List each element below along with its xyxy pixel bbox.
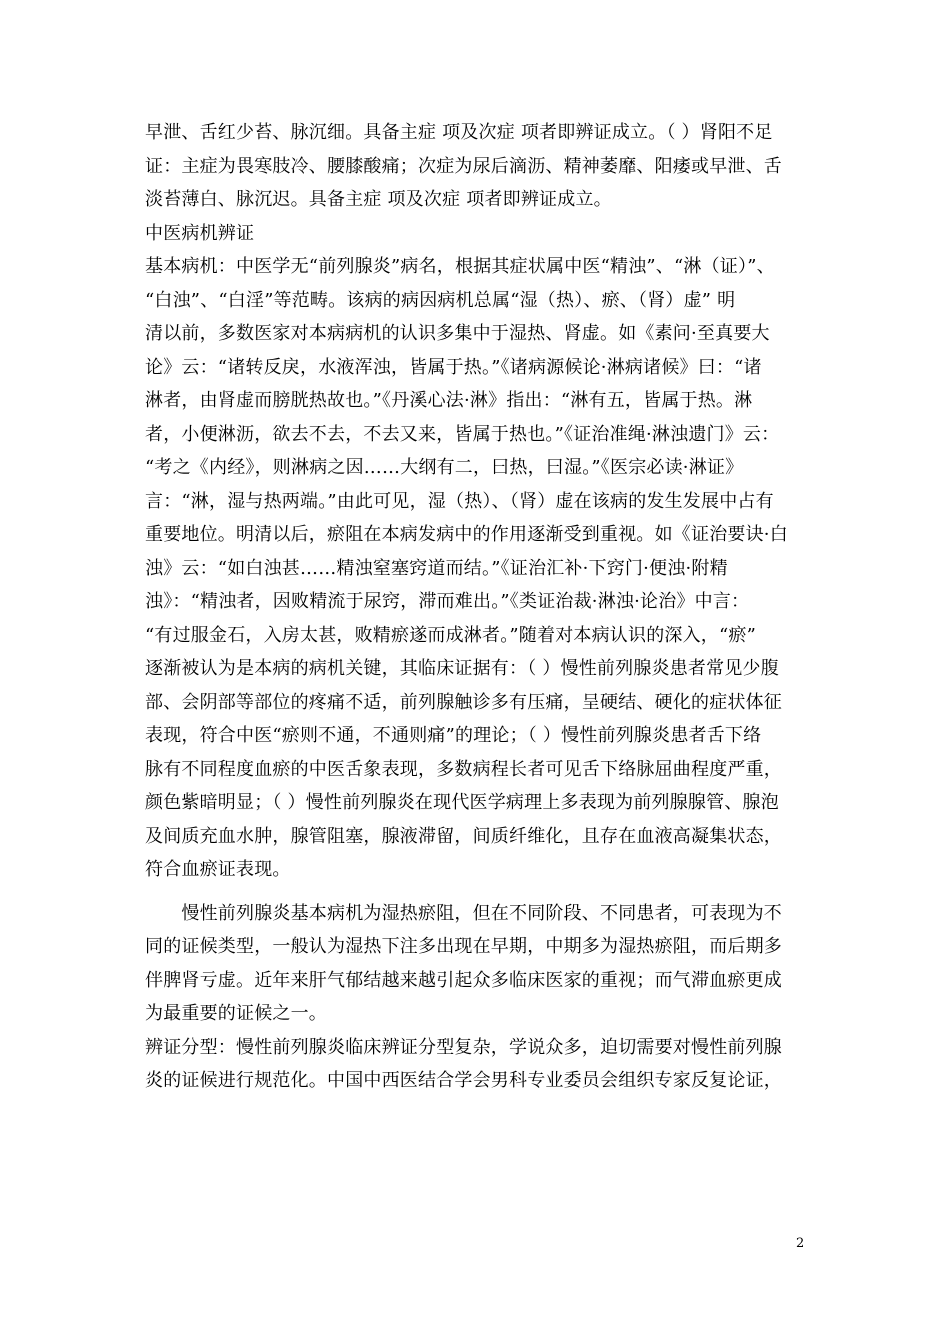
text-line: 证：主症为畏寒肢冷、腰膝酸痛；次症为尿后滴沥、精神萎靡、阳痿或早泄、舌 <box>145 155 782 177</box>
section-heading <box>145 217 815 251</box>
text-line: 辨证分型：慢性前列腺炎临床辨证分型复杂，学说众多，迫切需要对慢性前列腺 <box>145 1036 782 1058</box>
text-line: “有过服金石，入房太甚，败精瘀遂而成淋者。”随着对本病认识的深入，“瘀” <box>145 624 757 646</box>
text-line: 同的证候类型，一般认为湿热下注多出现在早期，中期多为湿热瘀阻，而后期多 <box>145 936 782 957</box>
paragraph-syndrome-types <box>145 897 815 1031</box>
paragraph-spacer <box>145 887 815 897</box>
paragraph-differentiation <box>145 1031 815 1098</box>
text-line: 淋者，由肾虚而膀胱热故也。”《丹溪心法·淋》指出：“淋有五，皆属于热。淋 <box>145 390 753 411</box>
text-line: 重要地位。明清以后，瘀阻在本病发病中的作用逐渐受到重视。如《证治要诀·白 <box>145 524 788 545</box>
text-line: “考之《内经》，则淋病之因……大纲有二，曰热，曰湿。”《医宗必读·淋证》 <box>145 457 744 478</box>
text-line: 表现，符合中医“瘀则不通，不通则痛”的理论；（ ）慢性前列腺炎患者舌下络 <box>145 725 762 746</box>
text-line: 符合血瘀证表现。 <box>145 859 291 880</box>
text-line: 清以前，多数医家对本病病机的认识多集中于湿热、肾虚。如《素问·至真要大 <box>145 323 770 344</box>
text-line: 者，小便淋沥，欲去不去，不去又来，皆属于热也。”《证治准绳·淋浊遗门》云： <box>145 423 780 445</box>
text-line: 逐渐被认为是本病的病机关键，其临床证据有：（ ）慢性前列腺炎患者常见少腹 <box>145 658 779 679</box>
paragraph-syndrome-criteria <box>145 116 815 217</box>
text-line: 部、会阴部等部位的疼痛不适，前列腺触诊多有压痛，呈硬结、硬化的症状体征 <box>145 691 782 713</box>
text-line: 及间质充血水肿，腺管阻塞，腺液滞留，间质纤维化，且存在血液高凝集状态， <box>145 825 782 847</box>
heading-text: 中医病机辨证 <box>145 222 255 244</box>
text-line: 炎的证候进行规范化。中国中西医结合学会男科专业委员会组织专家反复论证， <box>145 1070 782 1091</box>
text-line: 脉有不同程度血瘀的中医舌象表现，多数病程长者可见舌下络脉屈曲程度严重， <box>145 758 782 780</box>
text-line: 早泄、舌红少苔、脉沉细。具备主症 项及次症 项者即辨证成立。（ ）肾阳不足 <box>145 122 773 143</box>
text-line: 论》云：“诸转反戾，水液浑浊，皆属于热。”《诸病源候论·淋病诸候》曰：“诸 <box>145 356 762 378</box>
text-line: “白浊”、“白淫”等范畴。该病的病因病机总属“湿（热）、瘀、（肾）虚” 明 <box>145 289 736 311</box>
document-body <box>145 116 815 1098</box>
text-line: 言：“淋，湿与热两端。”由此可见，湿（热）、（肾）虚在该病的发生发展中占有 <box>145 490 774 512</box>
text-line: 淡苔薄白、脉沉迟。具备主症 项及次症 项者即辨证成立。 <box>145 189 612 210</box>
text-line: 基本病机：中医学无“前列腺炎”病名，根据其症状属中医“精浊”、“淋（证）”、 <box>145 256 775 277</box>
text-line: 慢性前列腺炎基本病机为湿热瘀阻，但在不同阶段、不同患者，可表现为不 <box>145 902 782 924</box>
text-line: 浊》：“精浊者，因败精流于尿窍，滞而难出。”《类证治裁·淋浊·论治》中言： <box>145 591 750 612</box>
text-line: 伴脾肾亏虚。近年来肝气郁结越来越引起众多临床医家的重视；而气滞血瘀更成 <box>145 969 782 991</box>
paragraph-basic-pathogenesis <box>145 250 815 887</box>
text-line: 颜色紫暗明显；（ ）慢性前列腺炎在现代医学病理上多表现为前列腺腺管、腺泡 <box>145 792 779 813</box>
page-number: 2 <box>796 1236 805 1251</box>
text-line: 浊》云：“如白浊甚……精浊窒塞窍道而结。”《证治汇补·下窍门·便浊·附精 <box>145 557 728 579</box>
text-line: 为最重要的证候之一。 <box>145 1003 327 1024</box>
